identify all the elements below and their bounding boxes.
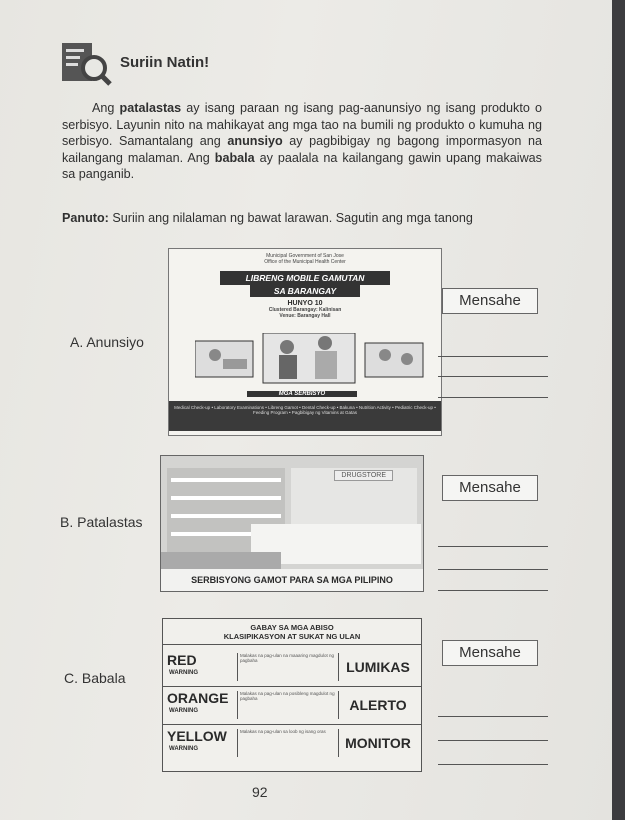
item-label-a: A. Anunsiyo — [70, 334, 144, 350]
answer-line[interactable] — [438, 590, 548, 591]
magnifier-document-icon — [60, 40, 112, 86]
services-list: Medical Check-up • Laboratory Examinations • Libreng Gamot • Dental Check-up • Bakuna • Nutrition Activity • Pediatric Check-up • Feeding Program • Pagbibigay ng Vitamins at Gatas — [169, 401, 441, 431]
section-title: Suriin Natin! — [120, 54, 210, 71]
answer-line[interactable] — [438, 546, 548, 547]
instructions: Panuto: Suriin ang nilalaman ng bawat larawan. Sagutin ang mga tanong — [62, 211, 473, 225]
answer-line[interactable] — [438, 716, 548, 717]
poster-banner-sub: SA BARANGAY — [250, 285, 360, 297]
page-edge — [612, 0, 625, 820]
mensahe-box-c: Mensahe — [442, 640, 538, 666]
mensahe-box-a: Mensahe — [442, 288, 538, 314]
babala-table — [162, 618, 422, 772]
medical-illustration — [195, 333, 435, 385]
ad-caption: SERBISYONG GAMOT PARA SA MGA PILIPINO — [161, 569, 423, 591]
table-title: GABAY SA MGA ABISO — [250, 623, 334, 632]
poster-banner: LIBRENG MOBILE GAMUTAN — [220, 271, 390, 285]
answer-line[interactable] — [438, 764, 548, 765]
answer-line[interactable] — [438, 376, 548, 377]
patalastas-poster — [160, 455, 424, 592]
mensahe-box-b: Mensahe — [442, 475, 538, 501]
table-row: ORANGE WARNING Malakas na pag-ulan na posibleng magdulot ng pagbaha ALERTO — [163, 687, 421, 725]
table-row: RED WARNING Malakas na pag-ulan na maaaring magdulot ng pagbaha LUMIKAS — [163, 649, 421, 687]
services-title: MGA SERBISYO — [247, 391, 357, 397]
table-row: YELLOW WARNING Malakas na pag-ulan sa loob ng isang oras MONITOR — [163, 725, 421, 762]
answer-line[interactable] — [438, 356, 548, 357]
table-subtitle: KLASIPIKASYON AT SUKAT NG ULAN — [163, 632, 421, 645]
answer-line[interactable] — [438, 569, 548, 570]
item-label-b: B. Patalastas — [60, 514, 143, 530]
store-sign: DRUGSTORE — [334, 470, 393, 481]
answer-line[interactable] — [438, 740, 548, 741]
poster-date: HUNYO 10 — [287, 300, 323, 307]
answer-line[interactable] — [438, 397, 548, 398]
page-number: 92 — [252, 784, 268, 800]
anunsiyo-poster: Municipal Government of San Jose Office of the Municipal Health Center LIBRENG MOBILE GAMUTAN SA BARANGAY HUNYO 10 Clustered Barangay: Kalinisan Venue: Barangay Hall MGA SERBISYO Medical Check-up • Laboratory Examinations • Libreng Gamot • Dental Check-up • Bakuna • Nutrition Activity • Pediatric Check-up • Feeding Program • Pagbibigay ng Vitamins at Gatas — [168, 248, 442, 436]
intro-paragraph: Ang patalastas ay isang paraan ng isang pag-aanunsiyo ng isang produkto o serbisyo. Layunin nito na mahikayat ang mga tao na bumili ng produkto o kumuha ng serbisyo. Samantalang ang anunsiyo ay pagbibigay ng bagong impormasyon na kailangang malaman. Ang babala ay paalala na kailangang gawin upang makaiwas sa panganib. — [62, 101, 543, 181]
item-label-c: C. Babala — [64, 670, 126, 686]
